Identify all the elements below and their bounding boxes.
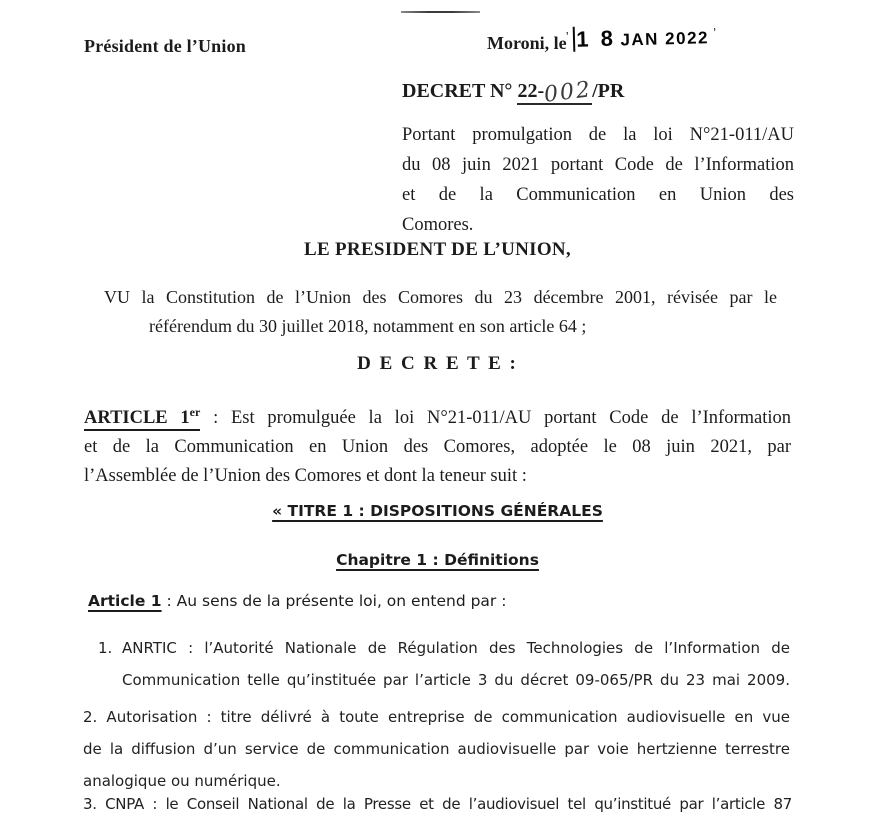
stamp-day: 1 8 <box>573 26 616 52</box>
stamp-pen-tick-right: ’ <box>713 25 717 41</box>
definition-1-number: 1. <box>98 639 113 657</box>
decree-number-handwritten: 002 <box>542 77 594 108</box>
decrete-heading: D E C R E T E : <box>357 353 518 374</box>
definition-2-line1: 2. Autorisation : titre délivré à toute entreprise de communication audiovisuelle en vue <box>83 708 790 726</box>
article-1-label: ARTICLE 1er <box>84 408 200 431</box>
header-rule <box>401 11 480 13</box>
vu-clause-line1: VU la Constitution de l’Union des Comores du 23 décembre 2001, révisée par le <box>104 287 777 307</box>
date-stamp <box>566 23 717 53</box>
decree-prefix: DECRET N° <box>402 80 518 102</box>
definition-1-anrtic <box>122 632 790 696</box>
definition-2-line3: analogique ou numérique. <box>83 772 281 790</box>
article-1-ordinal: er <box>189 405 201 419</box>
article-1-line1 <box>84 398 791 433</box>
definition-1-line2: Communication telle qu’instituée par l’article 3 du décret 09-065/PR du 23 mai 2009. <box>122 671 790 689</box>
article-1-def-rest: : Au sens de la présente loi, on entend par : <box>161 592 507 610</box>
subject-line: Portant promulgation de la loi N°21-011/AU <box>402 125 794 145</box>
subject-line: Comores. <box>402 215 474 235</box>
definition-2-line2: de la diffusion d’un service de communication audiovisuelle par voie hertzienne terrestre <box>83 740 790 758</box>
stamp-pen-tick-left: ’ <box>565 28 570 44</box>
definition-1-line1: ANRTIC : l’Autorité Nationale de Régulation des Technologies de l’Information de <box>122 639 790 657</box>
decree-number-line <box>402 77 625 108</box>
stamp-month-year: JAN 2022 <box>620 28 710 50</box>
decree-suffix: /PR <box>592 80 625 102</box>
subject-line: du 08 juin 2021 portant Code de l’Information <box>402 155 794 175</box>
vu-clause-line2: référendum du 30 juillet 2018, notamment en son article 64 ; <box>149 316 587 336</box>
article-1-promulgation-paragraph <box>84 398 791 491</box>
definition-3-cnpa-clipped: 3. CNPA : le Conseil National de la Presse et de l’audiovisuel tel qu’institué par l’article 87 <box>83 795 792 813</box>
decree-number-typed: 22- <box>517 80 545 102</box>
article-1-definitions-lead <box>88 592 506 610</box>
article-1-line3: l’Assemblée de l’Union des Comores et dont la teneur suit : <box>84 466 527 487</box>
chapitre-1-heading: Chapitre 1 : Définitions <box>336 551 539 569</box>
sender-title: Président de l’Union <box>84 36 247 56</box>
article-1-line1-rest: : Est promulguée la loi N°21-011/AU portant Code de l’Information <box>200 408 791 429</box>
president-heading: LE PRESIDENT DE L’UNION, <box>304 239 571 260</box>
article-1-def-label: Article 1 <box>88 592 162 610</box>
definition-2-autorisation <box>83 701 790 797</box>
place-date-label: Moroni, le <box>487 33 567 53</box>
decree-number <box>517 77 594 108</box>
titre-1-heading: « TITRE 1 : DISPOSITIONS GÉNÉRALES <box>272 502 603 520</box>
subject-line: et de la Communication en Union des <box>402 185 794 205</box>
article-1-line2: et de la Communication en Union des Comores, adoptée le 08 juin 2021, par <box>84 437 791 458</box>
decree-subject-paragraph <box>402 120 794 240</box>
